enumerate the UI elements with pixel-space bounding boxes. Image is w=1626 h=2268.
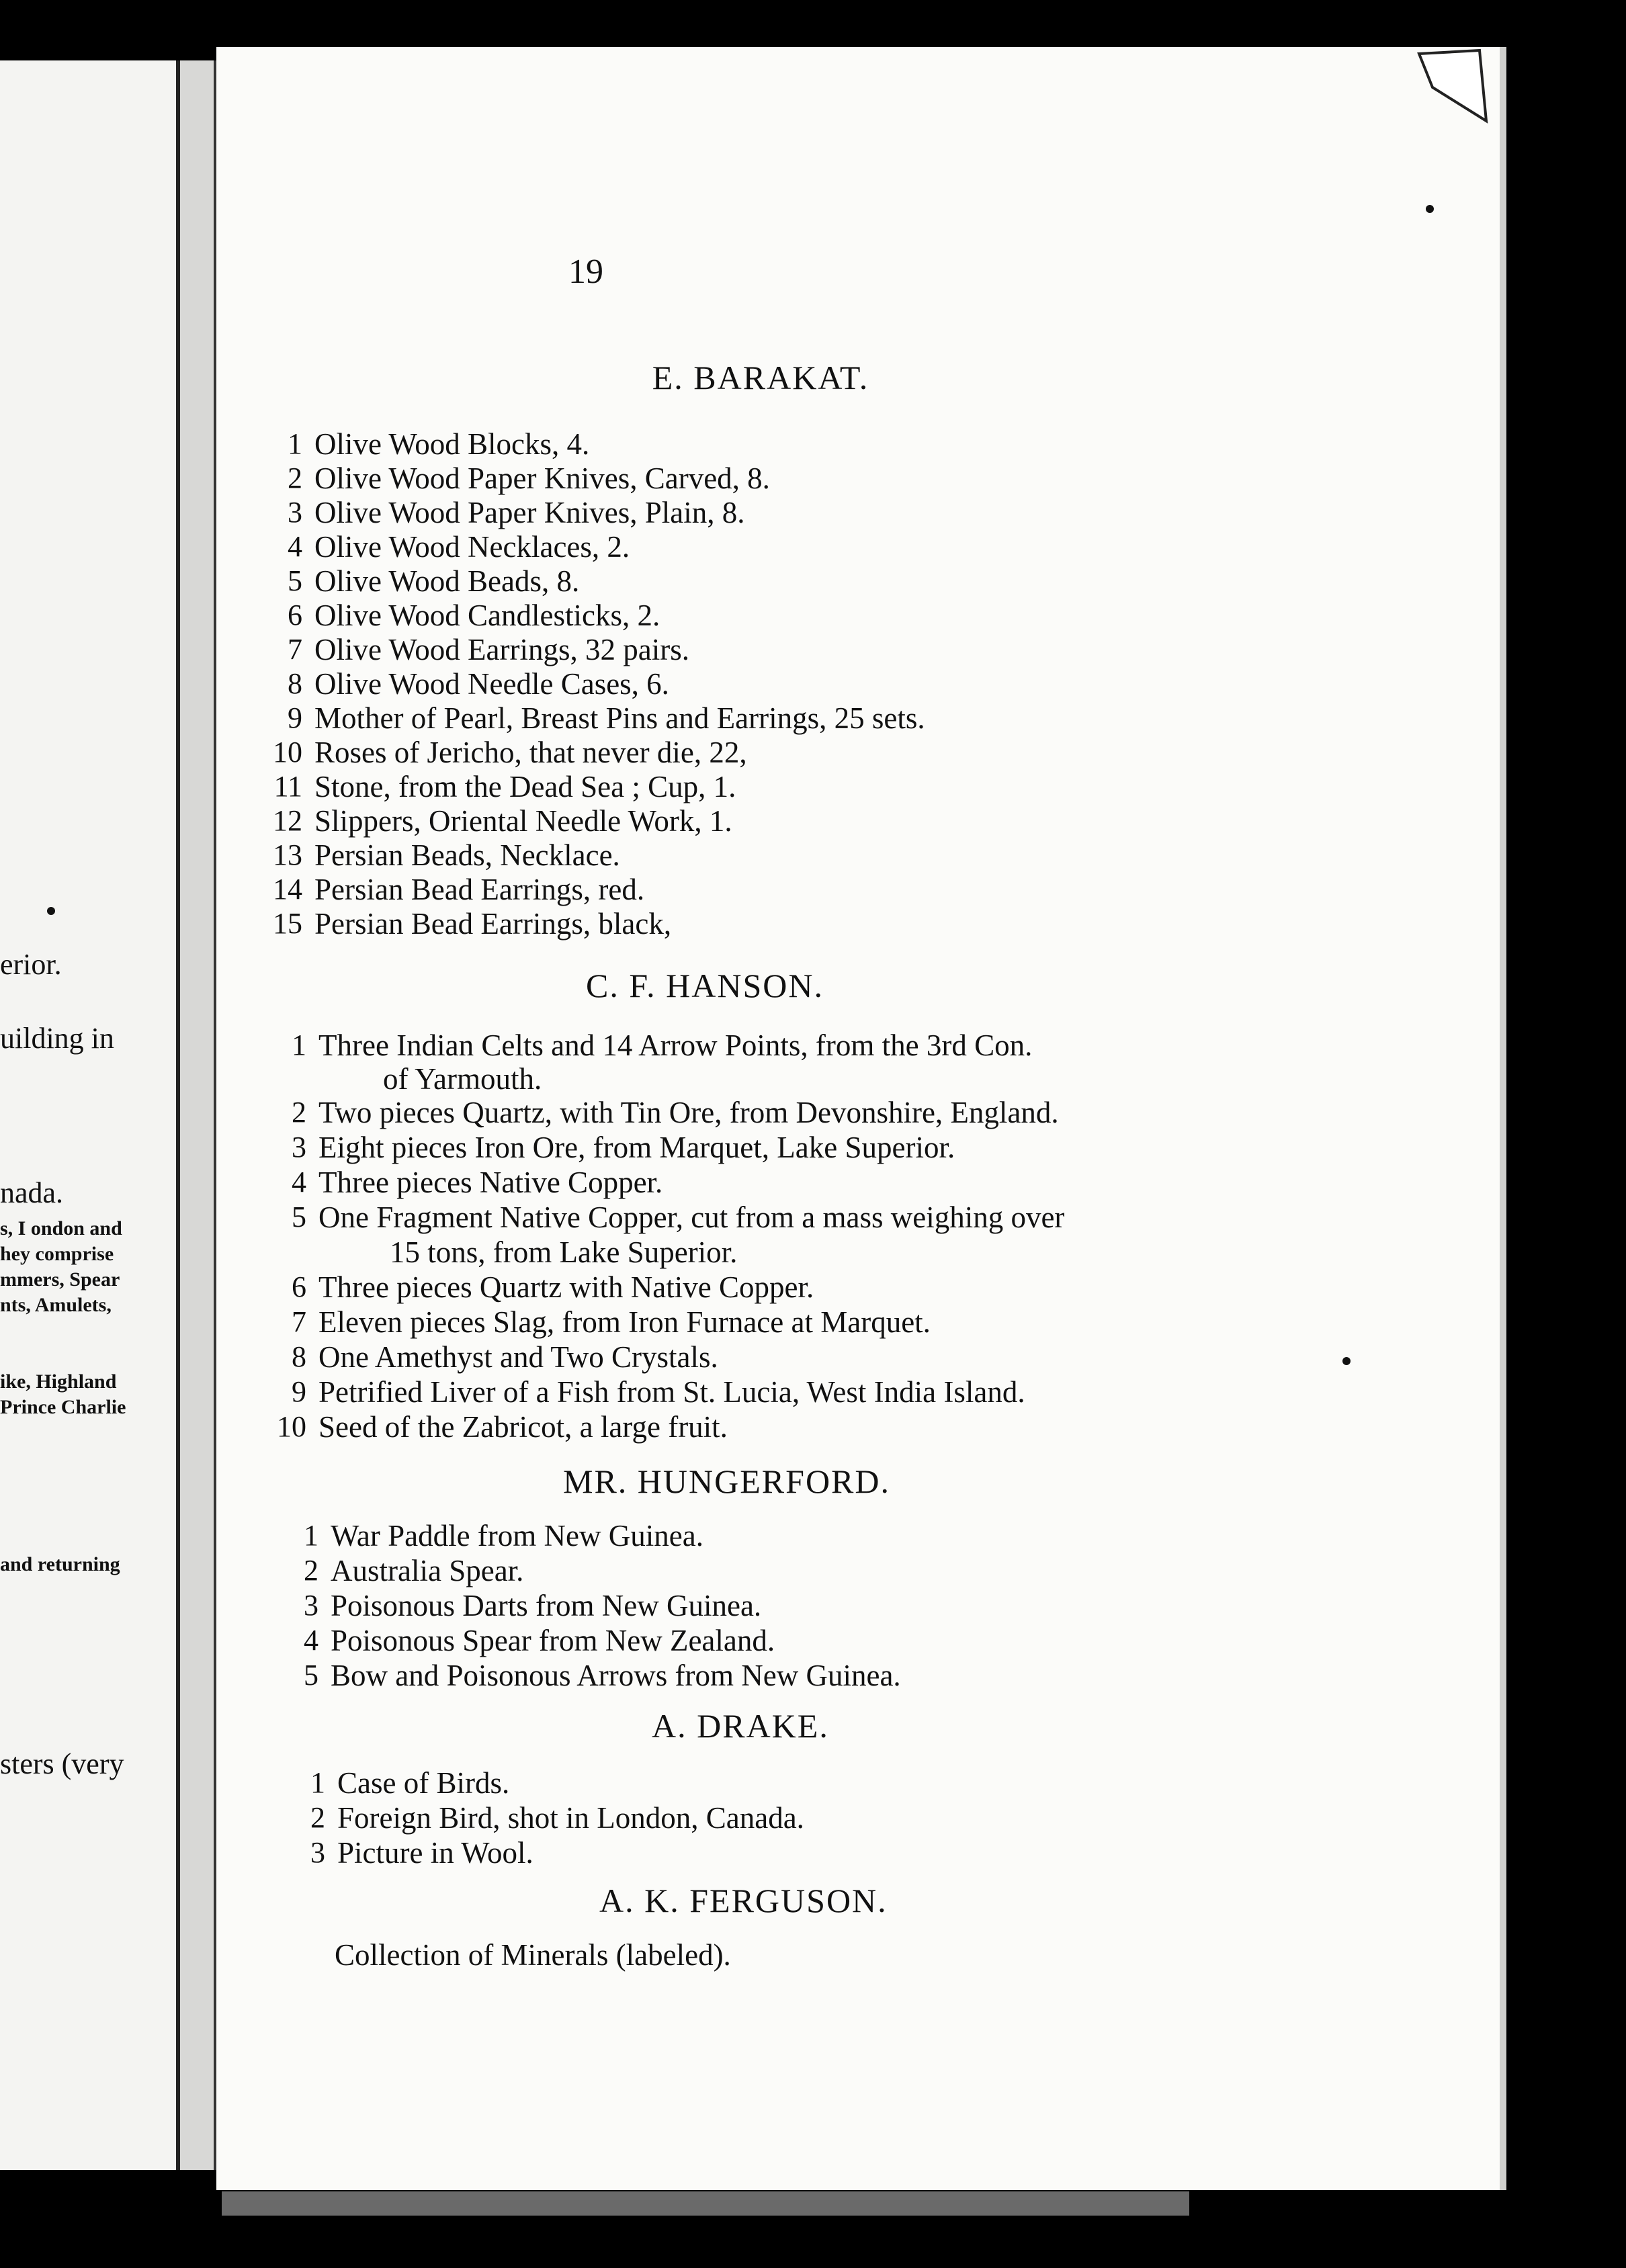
- section-heading-ferguson: A. K. FERGUSON.: [599, 1882, 888, 1919]
- item-text: Olive Wood Paper Knives, Carved, 8.: [314, 462, 770, 495]
- item-number: 2: [292, 1096, 306, 1129]
- item-text: Three pieces Quartz with Native Copper.: [318, 1270, 814, 1304]
- item-text: Eight pieces Iron Ore, from Marquet, Lake Superior.: [318, 1131, 955, 1164]
- item-text: Olive Wood Needle Cases, 6.: [314, 667, 669, 701]
- item-text: Persian Bead Earrings, black,: [314, 907, 672, 941]
- item-number: 1: [304, 1519, 318, 1552]
- left-text-line: hey comprise: [0, 1243, 114, 1265]
- folded-corner-icon: [1406, 47, 1500, 134]
- page-shadow: [222, 2191, 1189, 2216]
- item-text: Slippers, Oriental Needle Work, 1.: [314, 804, 732, 838]
- left-text-line: nts, Amulets,: [0, 1294, 112, 1316]
- item-number: 3: [288, 496, 302, 529]
- item-text: Case of Birds.: [337, 1766, 510, 1800]
- item-text: Seed of the Zabricot, a large fruit.: [318, 1410, 728, 1444]
- item-number: 2: [310, 1801, 325, 1834]
- item-number: 3: [292, 1131, 306, 1164]
- item-number: 10: [273, 736, 302, 769]
- item-text: One Amethyst and Two Crystals.: [318, 1340, 718, 1374]
- item-text: Roses of Jericho, that never die, 22,: [314, 736, 747, 769]
- left-text-line: uilding in: [0, 1022, 114, 1055]
- item-text: Persian Bead Earrings, red.: [314, 873, 645, 906]
- item-number: 12: [273, 804, 302, 837]
- previous-page-edge: [0, 60, 176, 2170]
- item-text: Olive Wood Paper Knives, Plain, 8.: [314, 496, 745, 529]
- left-text-line: ike, Highland: [0, 1370, 117, 1393]
- item-number: 1: [292, 1029, 306, 1061]
- item-number: 15: [273, 907, 302, 940]
- item-text: Olive Wood Earrings, 32 pairs.: [314, 633, 689, 666]
- item-number: 5: [304, 1659, 318, 1692]
- item-text: One Fragment Native Copper, cut from a mass weighing over: [318, 1201, 1065, 1234]
- item-number: 11: [273, 770, 302, 803]
- item-text: Poisonous Spear from New Zealand.: [331, 1624, 775, 1657]
- item-continuation: of Yarmouth.: [383, 1062, 542, 1096]
- item-text: Australia Spear.: [331, 1554, 524, 1587]
- item-number: 2: [288, 462, 302, 494]
- section-heading-drake: A. DRAKE.: [652, 1707, 829, 1745]
- section-heading-hungerford: MR. HUNGERFORD.: [563, 1463, 891, 1500]
- ink-speck: [47, 907, 55, 915]
- left-text-line: and returning: [0, 1553, 120, 1575]
- item-number: 5: [288, 564, 302, 597]
- left-text-line: Prince Charlie: [0, 1396, 126, 1418]
- page-number: 19: [568, 253, 603, 291]
- item-number: 6: [292, 1270, 306, 1303]
- left-text-line: sters (very: [0, 1747, 124, 1780]
- item-number: 13: [273, 838, 302, 871]
- item-number: 6: [288, 599, 302, 631]
- ink-speck: [1342, 1357, 1351, 1365]
- item-number: 8: [292, 1340, 306, 1373]
- item-text: Foreign Bird, shot in London, Canada.: [337, 1801, 804, 1835]
- item-text: Mother of Pearl, Breast Pins and Earrings, 25 sets.: [314, 701, 925, 735]
- item-text: Eleven pieces Slag, from Iron Furnace at Marquet.: [318, 1305, 931, 1339]
- item-text: Three pieces Native Copper.: [318, 1166, 663, 1199]
- item-text: Stone, from the Dead Sea ; Cup, 1.: [314, 770, 736, 803]
- left-text-line: erior.: [0, 948, 62, 981]
- item-text: Two pieces Quartz, with Tin Ore, from Devonshire, England.: [318, 1096, 1059, 1129]
- item-number: 8: [288, 667, 302, 700]
- book-gutter: [176, 60, 216, 2170]
- section-heading-hanson: C. F. HANSON.: [586, 967, 824, 1004]
- item-number: 2: [304, 1554, 318, 1587]
- item-text: Persian Beads, Necklace.: [314, 838, 620, 872]
- item-text: Petrified Liver of a Fish from St. Lucia, West India Island.: [318, 1375, 1025, 1409]
- item-text: Olive Wood Necklaces, 2.: [314, 530, 630, 564]
- item-number: 3: [304, 1589, 318, 1622]
- item-text: Poisonous Darts from New Guinea.: [331, 1589, 762, 1622]
- item-text: Picture in Wool.: [337, 1836, 533, 1870]
- item-number: 1: [288, 427, 302, 460]
- left-text-line: nada.: [0, 1176, 64, 1209]
- section-heading-barakat: E. BARAKAT.: [652, 359, 869, 396]
- item-text: Bow and Poisonous Arrows from New Guinea.: [331, 1659, 901, 1692]
- ink-speck: [1426, 205, 1434, 213]
- item-number: 7: [288, 633, 302, 666]
- item-text: War Paddle from New Guinea.: [331, 1519, 703, 1553]
- item-text: Olive Wood Blocks, 4.: [314, 427, 590, 461]
- item-text: Olive Wood Beads, 8.: [314, 564, 580, 598]
- left-text-line: s, I ondon and: [0, 1217, 122, 1239]
- item-text: Three Indian Celts and 14 Arrow Points, from the 3rd Con.: [318, 1029, 1033, 1062]
- item-number: 4: [292, 1166, 306, 1198]
- item-number: 5: [292, 1201, 306, 1233]
- item-continuation: 15 tons, from Lake Superior.: [390, 1235, 738, 1269]
- item-text: Olive Wood Candlesticks, 2.: [314, 599, 660, 632]
- item-number: 14: [273, 873, 302, 906]
- item-number: 9: [288, 701, 302, 734]
- item-number: 3: [310, 1836, 325, 1869]
- collection-note: Collection of Minerals (labeled).: [335, 1938, 731, 1972]
- item-number: 4: [288, 530, 302, 563]
- item-number: 9: [292, 1375, 306, 1408]
- item-number: 7: [292, 1305, 306, 1338]
- left-text-line: mmers, Spear: [0, 1268, 120, 1291]
- item-number: 10: [277, 1410, 306, 1443]
- item-number: 4: [304, 1624, 318, 1657]
- item-number: 1: [310, 1766, 325, 1799]
